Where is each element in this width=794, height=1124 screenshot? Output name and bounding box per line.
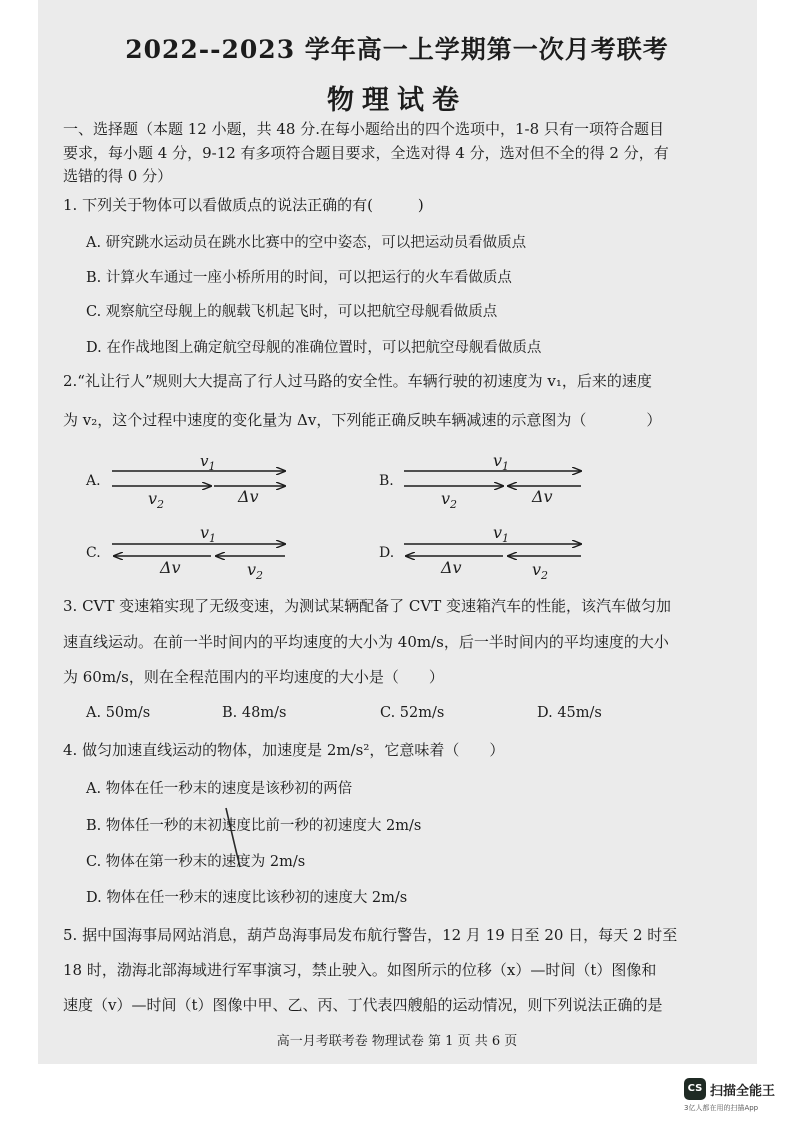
q1-option-d: D. 在作战地图上确定航空母舰的准确位置时，可以把航空母舰看做质点 [86, 340, 542, 356]
q2-d-dv-label: Δv [441, 558, 462, 577]
q2-b-v1-label: $v_1$ [493, 451, 510, 473]
q3-option-c: C. 52m/s [380, 705, 445, 721]
q4-option-d: D. 物体在任一秒末的速度比该秒初的速度大 2m/s [86, 890, 408, 906]
q5-line-1: 5. 据中国海事局网站消息，葫芦岛海事局发布航行警告，12 月 19 日至 20 日，每天 2 时至 [63, 926, 678, 944]
section-intro-line-2: 要求，每小题 4 分，9-12 有多项符合题目要求，全选对得 4 分，选对但不全的得 2 分，有 [63, 144, 669, 162]
q1-stem: 1. 下列关于物体可以看做质点的说法正确的有( ) [63, 196, 424, 214]
q2-label-b: B. [379, 473, 394, 489]
q2-vector-diagrams [0, 440, 794, 590]
q5-line-2: 18 时，渤海北部海域进行军事演习，禁止驶入。如图所示的位移（x）—时间（t）图像和 [63, 961, 657, 979]
section-intro-line-3: 选错的得 0 分） [63, 167, 173, 185]
q1-option-a: A. 研究跳水运动员在跳水比赛中的空中姿态，可以把运动员看做质点 [86, 235, 527, 251]
q4-option-b: B. 物体任一秒的末初速度比前一秒的初速度大 2m/s [86, 818, 422, 834]
q1-option-b: B. 计算火车通过一座小桥所用的时间，可以把运行的火车看做质点 [86, 270, 512, 286]
q2-label-d: D. [379, 545, 395, 561]
camscanner-logo-icon: CS [684, 1078, 706, 1100]
q2-a-dv-label: Δv [238, 487, 259, 506]
q4-option-a: A. 物体在任一秒末的速度是该秒初的两倍 [86, 781, 353, 797]
q2-stem-line-2: 为 v₂，这个过程中速度的变化量为 Δv，下列能正确反映车辆减速的示意图为（ ） [63, 411, 662, 429]
section-intro-line-1: 一、选择题（本题 12 小题，共 48 分.在每小题给出的四个选项中，1-8 只有一项符合题目 [63, 120, 664, 138]
q4-stem: 4. 做匀加速直线运动的物体，加速度是 2m/s²，它意味着（ ） [63, 741, 505, 759]
q2-label-c: C. [86, 545, 101, 561]
q2-b-v2-label: $v_2$ [441, 489, 458, 511]
q2-diagram-c [86, 523, 285, 582]
q2-c-v1-label: $v_1$ [200, 523, 217, 545]
q2-a-v1-label: $v_1$ [200, 452, 216, 473]
q2-c-v2-label: $v_2$ [247, 560, 264, 582]
q3-stem-line-2: 速直线运动。在前一半时间内的平均速度的大小为 40m/s，后一半时间内的平均速度的大小 [63, 633, 669, 651]
page-footer: 高一月考联考卷 物理试卷 第 1 页 共 6 页 [276, 1034, 518, 1049]
handwritten-pen-mark [220, 805, 250, 875]
q2-diagram-d [379, 523, 581, 582]
q2-b-dv-label: Δv [532, 487, 553, 506]
q2-label-a: A. [86, 473, 101, 489]
q5-line-3: 速度（v）—时间（t）图像中甲、乙、丙、丁代表四艘船的运动情况，则下列说法正确的是 [63, 996, 663, 1014]
q3-stem-line-1: 3. CVT 变速箱实现了无级变速，为测试某辆配备了 CVT 变速箱汽车的性能，该汽车做匀加 [63, 597, 672, 615]
scanner-brand-tagline: 3亿人都在用的扫描App [684, 1104, 759, 1112]
q1-option-c: C. 观察航空母舰上的舰载飞机起飞时，可以把航空母舰看做质点 [86, 304, 498, 320]
exam-title: 2022--2023 学年高一上学期第一次月考联考 [125, 35, 669, 64]
scanner-brand-name: 扫描全能王 [710, 1084, 776, 1099]
q2-d-v1-label: $v_1$ [493, 523, 510, 545]
q2-a-v2-label: $v_2$ [148, 489, 165, 511]
q4-option-c: C. 物体在第一秒末的速度为 2m/s [86, 854, 306, 870]
q2-stem-line-1: 2.“礼让行人”规则大大提高了行人过马路的安全性。车辆行驶的初速度为 v₁，后来的速度 [63, 372, 652, 390]
q3-option-b: B. 48m/s [222, 705, 287, 721]
q3-stem-line-3: 为 60m/s，则在全程范围内的平均速度的大小是（ ） [63, 668, 444, 686]
q2-diagram-b [379, 451, 581, 511]
q3-option-a: A. 50m/s [86, 705, 151, 721]
q3-option-d: D. 45m/s [537, 705, 602, 721]
exam-subtitle: 物理试卷 [327, 85, 467, 116]
q2-diagram-a [85, 452, 285, 511]
q2-c-dv-label: Δv [160, 558, 181, 577]
q2-d-v2-label: $v_2$ [532, 560, 549, 582]
